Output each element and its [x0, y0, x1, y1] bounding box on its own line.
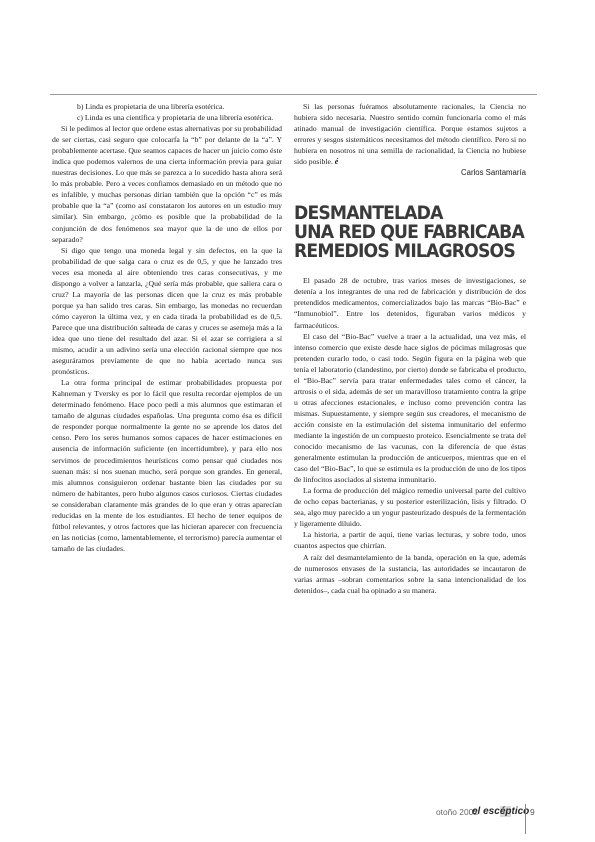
headline-line-2: UNA RED QUE FABRICABA — [294, 222, 524, 244]
body-paragraph: La forma de producción del mágico remedio universal parte del cultivo de ocho cepas bacterianas, y su posterior esterilización, lisis y filtrado. O sea, algo muy parecido a un yogur pasteurizado después de la fermentación y ligeramente diluido. — [294, 486, 526, 529]
end-mark-icon: é — [334, 157, 339, 167]
closing-paragraph — [294, 101, 526, 167]
list-item-b: b) Linda es propietaria de una librería esotérica. — [77, 102, 225, 111]
body-paragraph: La historia, a partir de aquí, tiene varias lecturas, y sobre todo, unos cuantos aspectos que chirrían. — [294, 530, 526, 551]
top-rule — [50, 94, 537, 95]
left-column — [52, 101, 282, 554]
body-paragraph: Si le pedimos al lector que ordene estas alternativas por su probabilidad de ser ciertas, casi seguro que colocarfa la “b” por delante de la “a”. Y probablemente acertase. Que seamos capaces de hacer un juicio como éste indica que podemos valernos de una cierta información previa para guiar nuestras decisiones. Lo que más se parezca a lo sucedido hasta ahora será lo más probable. Pero a veces confiamos demasiado en un método que no es infalible, y muchas personas dirían también que la opción “c” es más probable que la “a” (como así constataron los autores en un estudio muy similar). Sin embargo, ¿cómo es posible que la probabilidad de la conjunción de dos fenómenos sea mayor que la de uno de ellos por separado? — [52, 124, 282, 244]
headline-line-1: DESMANTELADA — [294, 203, 443, 225]
headline-line-3: REMEDIOS MILAGROSOS — [294, 241, 515, 263]
magazine-logo — [472, 806, 529, 817]
body-paragraph: Si digo que tengo una moneda legal y sin defectos, en la que la probabilidad de que salga cara o cruz es de 0,5, y que he lanzado tres veces esa moneda al aire obteniendo tres caras consecutivas, y me dispongo a volver a lanzarla, ¿Qué sería más probable, que saliera cara o cruz? La mayoría de las personas dicen que la cruz es más probable porque ya han salido tres caras. Sin embargo, las monedas no recuerdan cómo cayeron la última vez, y en cada tirada la probabilidad es de 0,5. Parece que una distribución salteada de caras y cruces se asemeja más a la idea que uno tiene del resultado del azar. Si el azar se corrigiera a sí mismo, acudir a un adivino sería una elección racional siempre que nos aseguráramos previamente de que no había acertado nunca sus pronósticos. — [52, 245, 282, 377]
page-footer — [0, 806, 595, 820]
logo-highlight: ép — [499, 806, 512, 817]
logo-suffix: tico — [511, 806, 530, 817]
article-headline — [294, 203, 524, 263]
issue-season: otoño 2002 — [436, 807, 478, 817]
author-signature: Carlos Santamaría — [460, 168, 526, 178]
body-paragraph: A raíz del desmantelamiento de la banda, operación en la que, además de numerosos envases de la sustancia, las autoridades se incautaron de varias armas –sobran comentarios sobre la sana intencionalidad de los detenidos–, cada cual ha opinado a su manera. — [294, 552, 526, 595]
list-item-c: c) Linda es una científica y propietaria de una librería esotérica. — [77, 113, 274, 123]
body-paragraph: El pasado 28 de octubre, tras varios meses de investigaciones, se detenía a los integrantes de una red de fabricación y distribución de dos pretendidos medicamentos, comercializados bajo las marcas “Bio-Bac” e “Inmunobiol”. Entre los detenidos, figuraban varios médicos y farmacéuticos. — [294, 276, 526, 330]
page-number: 9 — [530, 807, 535, 817]
logo-prefix: el esc — [472, 806, 500, 817]
right-column — [294, 101, 526, 596]
body-paragraph: El caso del “Bio-Bac” vuelve a traer a la actualidad, una vez más, el intenso comercio que existe desde hace siglos de pócimas milagrosas que pretenden curarlo todo, o casi todo. Según figura en la página web que tenía el laboratorio (clandestino, por cierto) donde se fabricaba el producto, el “Bio-Bac” servía para tratar enfermedades tales como el cáncer, la artrosis o el sida, además de ser un maravilloso tratamiento contra la gripe u otras afecciones estacionales, e incluso como prevención contra las mismas. Supuestamente, y siempre según sus creadores, el mecanismo de acción consiste en la estimulación del sistema inmunitario del enfermo mediante la ingestión de un compuesto proteico. Esencialmente se trata del conocido mecanismo de las vacunas, con la diferencia de que éstas generalmente estimulan la producción de anticuerpos, mientras que en el caso del “Bio-Bac”, lo que se estimula es la producción de uno de los tipos de linfocitos asociados al sistema inmunitario. — [294, 331, 526, 485]
closing-text: Si las personas fuéramos absolutamente racionales, la Ciencia no hubiera sido necesaria. Nuestro sentido común funcionaría como el más atinado manual de investigación científica. Porque estamos sujetos a errores y sesgos sistemáticos necesitamos del método científico. Pero si no hubiera en nosotros ni una semilla de racionalidad, la Ciencia no hubiese sido posible. — [294, 102, 526, 167]
footer-divider — [525, 804, 526, 834]
body-paragraph: La otra forma principal de estimar probabilidades propuesta por Kahneman y Tversky es por lo fácil que resulta recordar ejemplos de un determinado fenómeno. Hace poco pedí a mis alumnos que estimaran el tamaño de algunas ciudades españolas. Una pregunta como ésa es difícil de responder porque normalmente la gente no se aprende los datos del censo. Pero los seres humanos somos capaces de hacer estimaciones en ausencia de información suficiente (en incertidumbre), y para ello nos servimos de procedimientos heurísticos como pensar qué ciudades nos suenan más: si nos suenan mucho, será porque son grandes. En general, mis alumnos consiguieron ordenar bastante bien las ciudades por su número de habitantes, pero hubo algunos casos curiosos. Ciertas ciudades se consideraban claramente más grandes de lo que eran y otras aparecían reducidas en la mente de los estudiantes. El hecho de tener equipos de fútbol relevantes, y otros factores que las hicieran aparecer con frecuencia en las noticias (como, lamentablemente, el terrorismo) parecía aumentar el tamaño de las ciudades. — [52, 378, 282, 553]
